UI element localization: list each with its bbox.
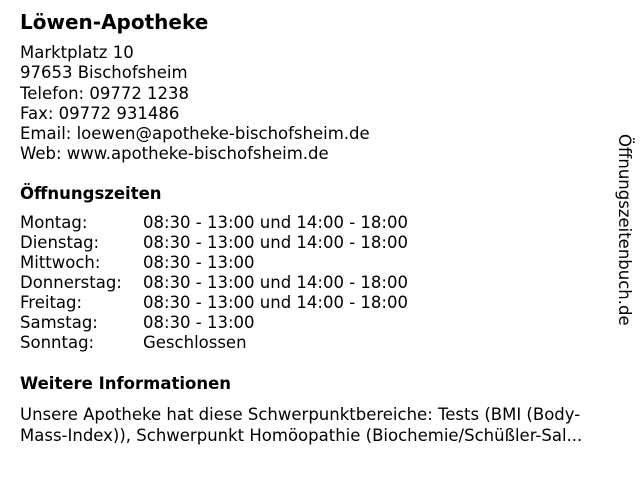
- opening-hours-heading: Öffnungszeiten: [20, 184, 162, 203]
- street-address: Marktplatz 10: [20, 43, 134, 62]
- hours-time: Geschlossen: [143, 333, 247, 352]
- hours-time: 08:30 - 13:00 und 14:00 - 18:00: [143, 273, 408, 292]
- hours-day: Donnerstag:: [20, 273, 122, 292]
- fax-number: Fax: 09772 931486: [20, 103, 180, 123]
- website-address: Web: www.apotheke-bischofsheim.de: [20, 144, 329, 164]
- hours-day: Samstag:: [20, 313, 98, 332]
- hours-day: Freitag:: [20, 293, 83, 312]
- hours-time: 08:30 - 13:00: [143, 253, 255, 272]
- hours-day: Sonntag:: [20, 333, 95, 352]
- hours-day: Dienstag:: [20, 233, 100, 252]
- info-line: Mass-Index)), Schwerpunkt Homöopathie (Biochemie/Schüßler-Sal...: [20, 426, 583, 445]
- hours-time: 08:30 - 13:00 und 14:00 - 18:00: [143, 213, 408, 232]
- phone-number: Telefon: 09772 1238: [20, 83, 190, 103]
- email-address: Email: loewen@apotheke-bischofsheim.de: [20, 124, 370, 144]
- hours-time: 08:30 - 13:00 und 14:00 - 18:00: [143, 293, 408, 312]
- city-address: 97653 Bischofsheim: [20, 63, 188, 83]
- hours-time: 08:30 - 13:00 und 14:00 - 18:00: [143, 233, 408, 252]
- more-info-text: [20, 404, 620, 446]
- site-watermark: Öffnungszeitenbuch.de: [615, 134, 634, 326]
- more-info-heading: Weitere Informationen: [20, 374, 232, 393]
- hours-day: Mittwoch:: [20, 253, 101, 272]
- contact-block: [20, 43, 370, 165]
- hours-day: Montag:: [20, 213, 88, 232]
- info-line: Unsere Apotheke hat diese Schwerpunktbereiche: Tests (BMI (Body-: [20, 405, 581, 424]
- hours-time: 08:30 - 13:00: [143, 313, 255, 332]
- pharmacy-name: Löwen-Apotheke: [20, 10, 209, 34]
